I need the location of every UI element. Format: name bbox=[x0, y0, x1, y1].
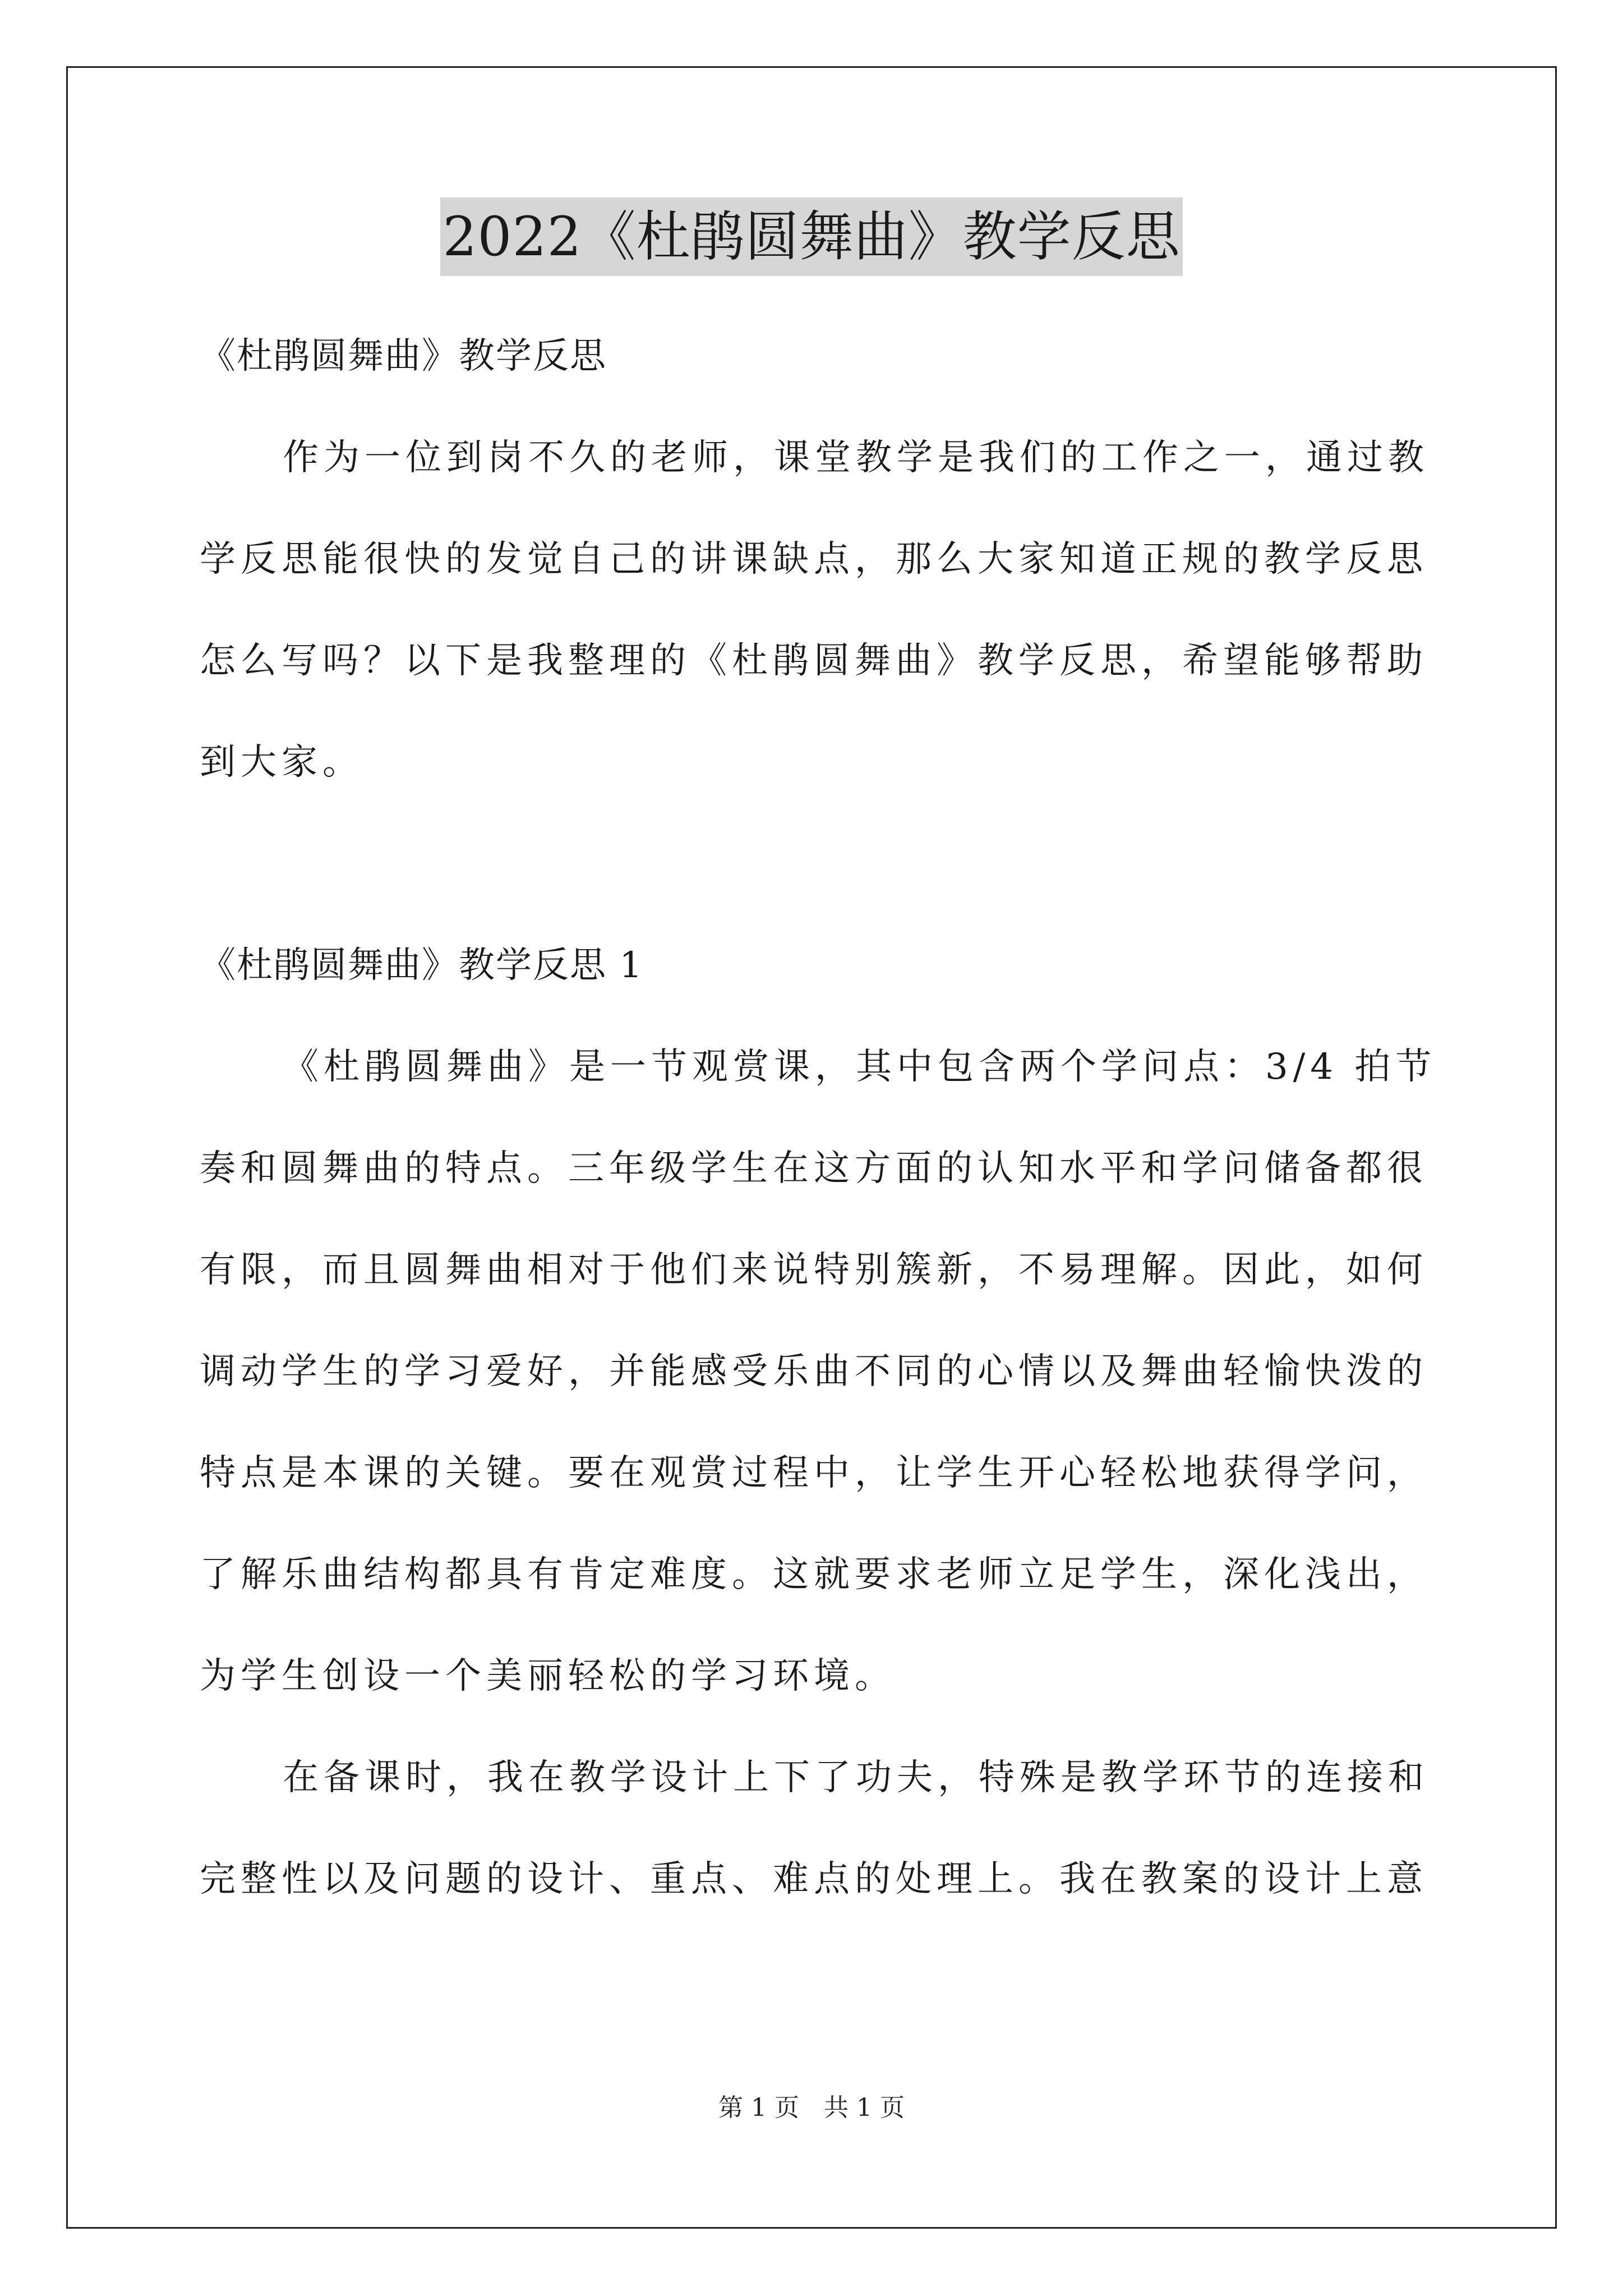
paragraph-line: 到大家。 bbox=[200, 742, 363, 783]
paragraph-line: 在备课时，我在教学设计上下了功夫，特殊是教学环节的连接和 bbox=[283, 1757, 1429, 1798]
intro-paragraph bbox=[200, 407, 1429, 813]
paragraph-line: 怎么写吗？以下是我整理的《杜鹃圆舞曲》教学反思，希望能够帮助 bbox=[200, 640, 1428, 682]
paragraph-line: 调动学生的学习爱好，并能感受乐曲不同的心情以及舞曲轻愉快泼的 bbox=[200, 1351, 1428, 1392]
page-number-footer: 第 1 页 共 1 页 bbox=[718, 2093, 905, 2122]
paragraph-line: 奏和圆舞曲的特点。三年级学生在这方面的认知水平和学问储备都很 bbox=[200, 1148, 1428, 1189]
paragraph-line: 完整性以及问题的设计、重点、难点的处理上。我在教案的设计上意 bbox=[200, 1858, 1428, 1900]
subtitle: 《杜鹃圆舞曲》教学反思 bbox=[200, 335, 607, 377]
paragraph-line: 特点是本课的关键。要在观赏过程中，让学生开心轻松地获得学问， bbox=[200, 1452, 1428, 1494]
document-body bbox=[200, 306, 1437, 1930]
paragraph-line: 作为一位到岗不久的老师，课堂教学是我们的工作之一，通过教 bbox=[283, 437, 1429, 478]
paragraph-line: 了解乐曲结构都具有肯定难度。这就要求老师立足学生，深化浅出， bbox=[200, 1554, 1428, 1595]
section-heading: 《杜鹃圆舞曲》教学反思 1 bbox=[200, 945, 644, 986]
paragraph-line: 学反思能很快的发觉自己的讲课缺点，那么大家知道正规的教学反思 bbox=[200, 539, 1428, 580]
spacer bbox=[200, 813, 1422, 915]
paragraph-2 bbox=[200, 1727, 1429, 1930]
paragraph-line: 《杜鹃圆舞曲》是一节观赏课，其中包含两个学问点：3/4 拍节 bbox=[283, 1046, 1437, 1088]
paragraph-line: 为学生创设一个美丽轻松的学习环境。 bbox=[200, 1655, 896, 1697]
document-title: 2022《杜鹃圆舞曲》教学反思 bbox=[440, 197, 1182, 276]
paragraph-1 bbox=[200, 1016, 1437, 1727]
paragraph-line: 有限，而且圆舞曲相对于他们来说特别簇新，不易理解。因此，如何 bbox=[200, 1249, 1428, 1291]
title-container bbox=[0, 197, 1623, 276]
